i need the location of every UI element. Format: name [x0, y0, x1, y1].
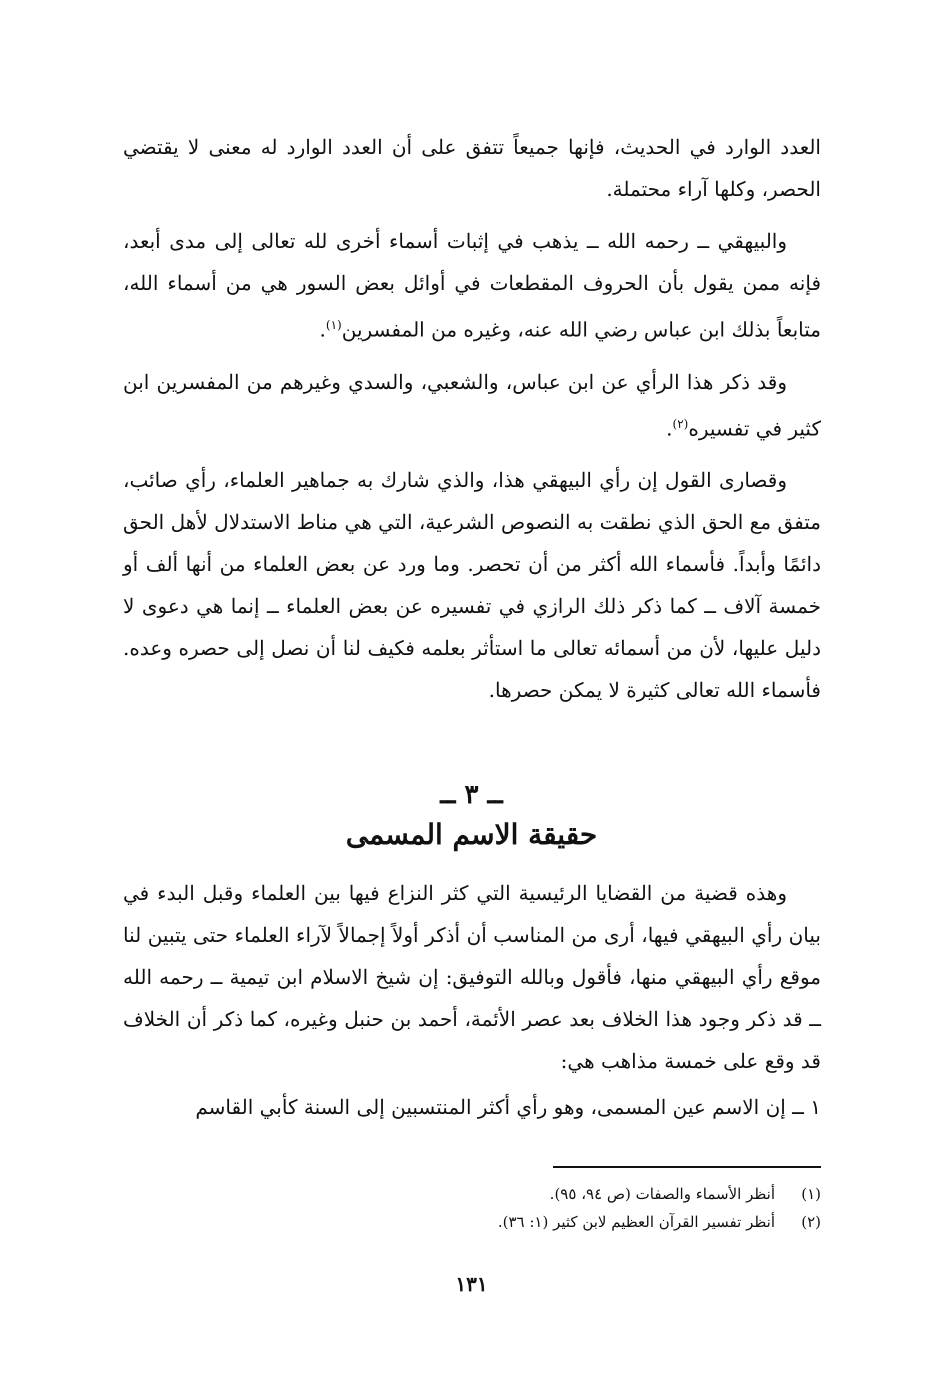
footnotes: [123, 1180, 821, 1236]
paragraph: وقصارى القول إن رأي البيهقي هذا، والذي شارك به جماهير العلماء، رأي صائب، متفق مع الحق الذي نطقت به النصوص الشرعية، التي هي مناط الاستدلال لأهل الحق دائمًا وأبداً. فأسماء الله أكثر من أن تحصر. وما ورد عن بعض العلماء من أنها ألف أو خمسة آلاف ــ كما ذكر ذلك الرازي في تفسيره عن بعض العلماء ــ إنما هي دعوى لا دليل عليها، لأن من أسمائه تعالى ما استأثر بعلمه فكيف لنا أن نصل إلى حصره وعده. فأسماء الله تعالى كثيرة لا يمكن حصرها.: [123, 468, 822, 703]
footnote-divider: [553, 1166, 821, 1168]
paragraph-tail: .: [319, 317, 326, 342]
footnote-number: (١): [801, 1185, 821, 1203]
footnote-number: (٢): [801, 1213, 821, 1231]
body-text-bottom: [123, 872, 821, 1128]
paragraph: وهذه قضية من القضايا الرئيسية التي كثر النزاع فيها بين العلماء وقبل البدء في بيان رأي البيهقي فيها، أرى من المناسب أن أذكر أولاً إجمالاً لآراء العلماء حتى يتبين لنا موقع رأي البيهقي منها، فأقول وبالله التوفيق: إن شيخ الاسلام ابن تيمية ــ رحمه الله ــ قد ذكر وجود هذا الخلاف بعد عصر الأئمة، أحمد بن حنبل وغيره، كما ذكر أن الخلاف قد وقع على خمسة مذاهب هي:: [123, 881, 821, 1073]
footnote: [123, 1180, 821, 1208]
footnote-text: أنظر تفسير القرآن العظيم لابن كثير (١: ٣٦).: [497, 1213, 775, 1231]
body-text-top: [123, 126, 821, 711]
paragraph-tail: .: [666, 416, 673, 441]
paragraph: [123, 220, 821, 351]
paragraph: العدد الوارد في الحديث، فإنها جميعاً تتفق على أن العدد الوارد له معنى لا يقتضي الحصر، وكلها آراء محتملة.: [123, 135, 821, 201]
paragraph-text: والبيهقي ــ رحمه الله ــ يذهب في إثبات أسماء أخرى لله تعالى إلى مدى أبعد، فإنه ممن يقول بأن الحروف المقطعات في أوائل بعض السور هي من أسماء الله، متابعاً بذلك ابن عباس رضي الله عنه، وغيره من المفسرين: [123, 229, 821, 342]
section-title: حقيقة الاسم المسمى: [345, 818, 598, 851]
paragraph-text: وقد ذكر هذا الرأي عن ابن عباس، والشعبي، والسدي وغيرهم من المفسرين ابن كثير في تفسيره: [123, 369, 821, 441]
list-item: ١ ــ إن الاسم عين المسمى، وهو رأي أكثر المنتسبين إلى السنة كأبي القاسم: [195, 1095, 821, 1119]
footnote-ref: (١): [325, 318, 342, 332]
footnote-ref: (٢): [672, 416, 689, 431]
paragraph: [123, 361, 821, 450]
footnote: [123, 1208, 821, 1236]
footnote-text: أنظر الأسماء والصفات (ص ٩٤، ٩٥).: [549, 1185, 775, 1203]
section-number: ــ ٣ ــ: [440, 780, 503, 810]
page-number: ١٣١: [455, 1272, 488, 1296]
